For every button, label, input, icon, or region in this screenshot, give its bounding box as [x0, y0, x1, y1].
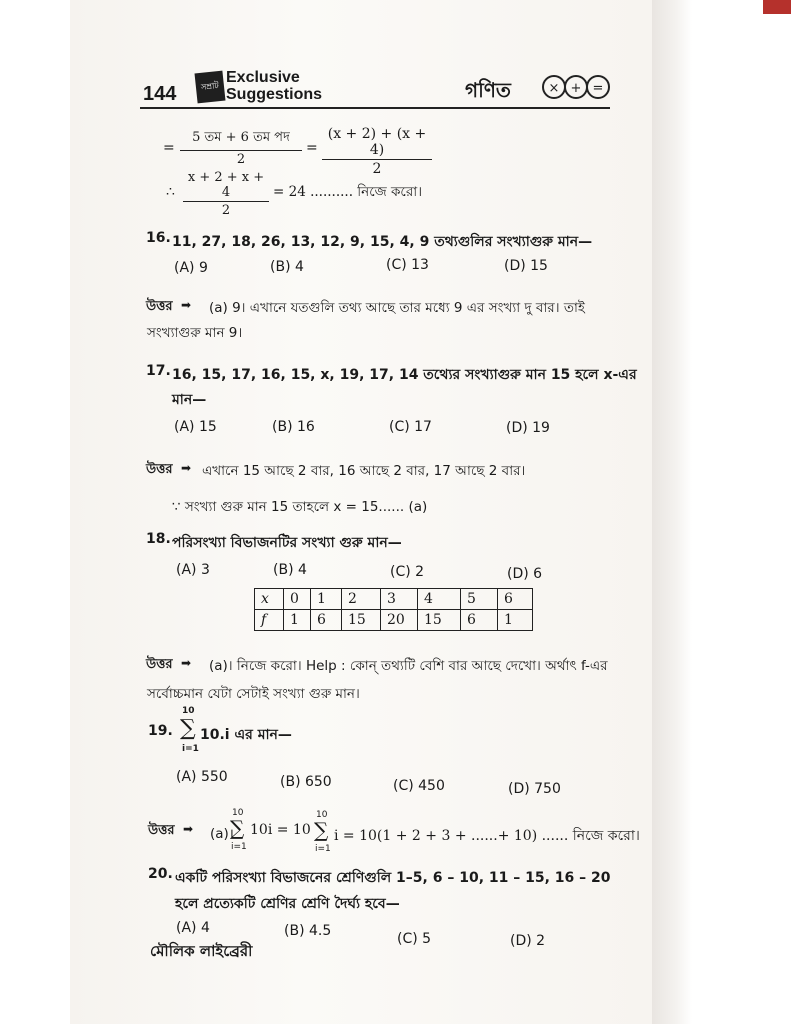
- table-cell: 1: [284, 610, 311, 631]
- sum-upper-limit: 10: [182, 706, 195, 716]
- svg-text:+: +: [570, 81, 582, 96]
- preamble-fraction-2: [322, 126, 432, 177]
- fraction-bar: [183, 201, 269, 202]
- q19-option-c: (C) 450: [393, 778, 445, 794]
- sigma-icon: ∑: [180, 716, 196, 741]
- table-cell: 15: [418, 610, 461, 631]
- q16-option-c: (C) 13: [386, 257, 429, 273]
- arrow-right-icon: ➡: [181, 656, 192, 670]
- sigma-icon: ∑: [230, 816, 245, 840]
- question-17-text-line-2: মান—: [172, 392, 207, 408]
- table-cell: 5: [461, 589, 498, 610]
- q19-option-a: (A) 550: [176, 769, 228, 785]
- q18-answer-line-2: সর্বোচ্চমান যেটা সেটাই সংখ্যা গুরু মান।: [147, 686, 360, 702]
- fraction-numerator: x + 2 + x + 4: [187, 170, 265, 200]
- answer-sum-lower: i=1: [231, 842, 247, 852]
- arrow-right-icon: ➡: [181, 461, 192, 475]
- therefore-symbol: ∴: [166, 184, 175, 200]
- preamble-result: = 24 .......... নিজে করো।: [273, 184, 423, 200]
- q20-option-b: (B) 4.5: [284, 923, 332, 939]
- header-rule: [140, 107, 610, 109]
- table-cell: 1: [311, 589, 342, 610]
- question-17-number: 17.: [146, 363, 171, 379]
- q18-option-a: (A) 3: [176, 562, 210, 578]
- corner-red-patch: [763, 0, 791, 14]
- question-19-text: 10.i এর মান—: [200, 727, 292, 743]
- fraction-numerator: (x + 2) + (x + 4): [327, 126, 427, 158]
- table-cell: 0: [284, 589, 311, 610]
- svg-text:×: ×: [548, 81, 560, 96]
- fraction-numerator: 5 তম + 6 তম পদ: [192, 130, 290, 145]
- preamble-fraction-1: [180, 128, 302, 167]
- table-cell: 1: [498, 610, 533, 631]
- table-cell: 2: [342, 589, 381, 610]
- answer-sum-upper: 10: [232, 808, 244, 818]
- table-cell: x: [255, 589, 284, 610]
- q17-answer-line-1: এখানে 15 আছে 2 বার, 16 আছে 2 বার, 17 আছে 2 বার।: [202, 463, 526, 479]
- q20-option-d: (D) 2: [510, 933, 546, 949]
- equals-sign: =: [306, 140, 318, 156]
- answer-sum-upper-2: 10: [316, 810, 328, 820]
- table-cell: 3: [381, 589, 418, 610]
- table-cell: 6: [461, 610, 498, 631]
- q17-option-a: (A) 15: [174, 419, 217, 435]
- q19-answer-expression: 10i = 10: [250, 822, 311, 838]
- q18-option-b: (B) 4: [273, 562, 307, 578]
- fraction-denominator: 2: [236, 152, 246, 167]
- table-row: [255, 589, 533, 610]
- table-cell: 6: [311, 610, 342, 631]
- q17-answer-label: উত্তর: [146, 462, 173, 477]
- question-19-number: 19.: [148, 723, 173, 739]
- fraction-bar: [180, 150, 302, 151]
- page-number: 144: [143, 83, 177, 105]
- question-18-text: পরিসংখ্যা বিভাজনটির সংখ্যা গুরু মান—: [172, 535, 402, 551]
- question-20-text-line-2: হলে প্রত্যেকটি শ্রেণির শ্রেণি দৈর্ঘ্য হবে—: [175, 896, 400, 912]
- table-row: [255, 610, 533, 631]
- math-symbols-logo-icon: [540, 72, 612, 102]
- q19-answer-prefix: (a)।: [210, 826, 234, 842]
- brand-line-1: Exclusive: [226, 69, 300, 86]
- question-16-number: 16.: [146, 230, 171, 246]
- publisher-name: মৌলিক লাইব্রেরী: [150, 942, 253, 960]
- question-16-text: 11, 27, 18, 26, 13, 12, 9, 15, 4, 9 তথ্যগুলির সংখ্যাগুরু মান—: [172, 234, 593, 250]
- q16-answer-line-1: (a) 9। এখানে যতগুলি তথ্য আছে তার মধ্যে 9 এর সংখ্যা দু বার। তাই: [209, 300, 585, 316]
- q17-option-c: (C) 17: [389, 419, 432, 435]
- sigma-icon: ∑: [314, 818, 329, 842]
- fraction-bar: [322, 159, 432, 160]
- arrow-right-icon: ➡: [183, 822, 194, 836]
- table-cell: 20: [381, 610, 418, 631]
- q17-answer-line-2: ∵ সংখ্যা গুরু মান 15 তাহলে x = 15...... (a): [172, 499, 428, 515]
- frequency-table: [254, 588, 533, 631]
- question-18-number: 18.: [146, 531, 171, 547]
- arrow-right-icon: ➡: [181, 298, 192, 312]
- table-cell: 4: [418, 589, 461, 610]
- q19-option-d: (D) 750: [508, 781, 561, 797]
- q19-option-b: (B) 650: [280, 774, 332, 790]
- svg-text:=: =: [592, 81, 604, 96]
- table-cell: 15: [342, 610, 381, 631]
- fraction-denominator: 2: [372, 161, 382, 177]
- answer-sum-lower-2: i=1: [315, 844, 331, 854]
- q20-option-a: (A) 4: [176, 920, 210, 936]
- q17-option-b: (B) 16: [272, 419, 315, 435]
- q18-option-d: (D) 6: [507, 566, 543, 582]
- question-20-number: 20.: [148, 866, 173, 882]
- page-edge: [652, 0, 692, 1024]
- q18-answer-label: উত্তর: [146, 657, 173, 672]
- equals-sign: =: [163, 140, 175, 156]
- table-cell: f: [255, 610, 284, 631]
- q18-answer-line-1: (a)। নিজে করো। Help : কোন্ তথ্যটি বেশি বার আছে দেখো। অর্থাৎ f-এর: [209, 658, 608, 674]
- q16-option-a: (A) 9: [174, 260, 208, 276]
- subject-title: গণিত: [465, 78, 511, 102]
- q17-option-d: (D) 19: [506, 420, 550, 436]
- table-cell: 6: [498, 589, 533, 610]
- preamble-fraction-3: [183, 170, 269, 218]
- q20-option-c: (C) 5: [397, 931, 432, 947]
- question-20-text-line-1: একটি পরিসংখ্যা বিভাজনের শ্রেণিগুলি 1–5, 6 – 10, 11 – 15, 16 – 20: [175, 870, 611, 886]
- q16-answer-line-2: সংখ্যাগুরু মান 9।: [147, 325, 243, 341]
- q19-answer-tail: i = 10(1 + 2 + 3 + ......+ 10) ...... নিজে করো।: [334, 828, 640, 844]
- brand-badge: সম্রাট: [195, 71, 226, 104]
- question-17-text-line-1: 16, 15, 17, 16, 15, x, 19, 17, 14 তথ্যের সংখ্যাগুরু মান 15 হলে x-এর: [172, 367, 637, 383]
- q16-answer-label: উত্তর: [146, 299, 173, 314]
- sum-lower-limit: i=1: [182, 744, 199, 754]
- q16-option-d: (D) 15: [504, 258, 548, 274]
- fraction-denominator: 2: [221, 203, 231, 218]
- brand-line-2: Suggestions: [226, 86, 323, 103]
- q19-answer-label: উত্তর: [148, 823, 175, 838]
- q16-option-b: (B) 4: [270, 259, 304, 275]
- q18-option-c: (C) 2: [390, 564, 425, 580]
